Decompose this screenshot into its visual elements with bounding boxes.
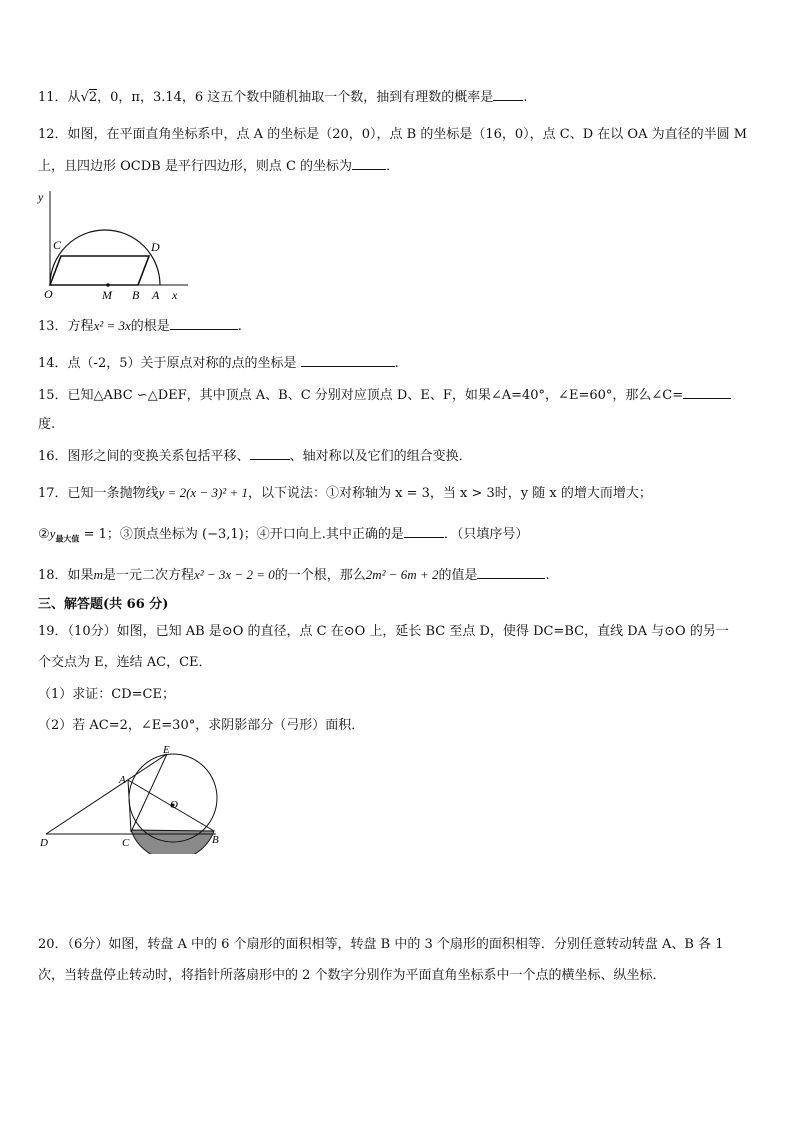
y-axis-label: y [38,190,44,204]
q18-text-2: 的一个根，那么 [274,568,366,583]
question-15-line2 [38,416,55,434]
q14-answer-blank[interactable] [301,354,395,367]
q12-answer-blank[interactable] [352,157,386,170]
q11-text: ，0，π，3.14，6 这五个数中随机抽取一个数，抽到有理数的概率是 [97,90,494,105]
question-17-line1 [38,484,652,503]
label-c: C [53,238,62,252]
q18-text-1: 是一元二次方程 [102,568,194,583]
q12-number: 12． [38,127,68,142]
q17-ymax-sub: 最大值 [55,533,80,544]
question-19-line2 [38,654,212,672]
question-20-line1 [38,936,723,954]
question-17-line2 [38,525,528,548]
semicircle [50,230,160,285]
q17-equation: y = 2(x − 3)² + 1 [158,485,248,500]
q13-number: 13． [38,319,68,334]
label-b: B [212,834,219,846]
q17-number: 17． [38,486,68,501]
question-18 [38,566,550,585]
question-15-line1 [38,386,731,405]
q13-answer-blank[interactable] [170,317,238,330]
circle-o [129,754,217,842]
q17-answer-blank[interactable] [404,525,444,538]
label-b: B [132,288,140,302]
q11-prefix: 从 [67,90,81,105]
label-d: D [151,240,160,254]
label-o: O [170,799,178,811]
q17-ymax: y [49,526,56,541]
label-c: C [122,837,130,849]
sqrt-radicand: 2 [88,90,98,105]
parallelogram-ocdb [50,256,149,285]
q12-text-2: 上，且四边形 OCDB 是平行四边形，则点 C 的坐标为 [38,159,353,174]
q17-prefix: 已知一条抛物线 [67,486,159,501]
label-a: A [152,288,160,302]
q15-text: 已知△ABC ∽△DEF，其中顶点 A、B、C 分别对应顶点 D、E、F，如果∠A=40°，∠E=60°，那么∠C= [67,388,684,403]
q17-end: ．（只填序号） [443,527,529,542]
label-e: E [163,744,170,756]
q18-number: 18． [38,568,68,583]
label-o: O [44,287,53,301]
q17-text-1: ，以下说法：①对称轴为 x = 3，当 x > 3时，y 随 x 的增大而增大； [247,486,652,501]
q20-text-1: （6分）如图，转盘 A 中的 6 个扇形的面积相等，转盘 B 中的 3 个扇形的面积相等．分别任意转动转盘 A、B 各 1 [67,937,724,952]
q15-unit: 度. [38,417,56,432]
q18-expression: 2m² − 6m + 2 [365,567,439,582]
label-a: A [119,774,126,786]
q11-number: 11． [38,90,68,105]
x-axis-label: x [172,288,178,302]
question-11 [38,88,527,107]
question-19-line1 [38,623,729,641]
q14-number: 14． [38,356,68,371]
q13-end: . [237,319,242,334]
q16-number: 16． [38,449,68,464]
q19-text-2: 个交点为 E，连结 AC，CE． [38,655,212,670]
q19-number: 19． [38,624,68,639]
q18-text-3: 的值是 [438,568,478,583]
q14-text: 点（-2，5）关于原点对称的点的坐标是 [67,356,297,371]
q20-number: 20． [38,937,68,952]
q18-prefix: 如果 [67,568,94,583]
q12-end: ． [386,159,400,174]
label-m: M [102,288,112,302]
q15-number: 15． [38,388,68,403]
q11-answer-blank[interactable] [493,88,523,101]
q16-text: 、轴对称以及它们的组合变换． [289,449,472,464]
q19-figure [36,742,226,854]
section-3-header: 三、解答题(共 66 分) [38,597,169,612]
q13-prefix: 方程 [67,319,94,334]
q14-end: . [394,356,399,371]
q16-prefix: 图形之间的变换关系包括平移、 [67,449,250,464]
question-19-part1: （1）求证：CD=CE； [38,687,175,702]
q18-equation: x² − 3x − 2 = 0 [193,567,275,582]
question-13 [38,317,242,336]
question-19-part2: （2）若 AC=2，∠E=30°，求阴影部分（弓形）面积． [38,718,365,733]
q13-equation: x² = 3x [93,318,131,333]
q12-text-1: 如图，在平面直角坐标系中，点 A 的坐标是（20，0），点 B 的坐标是（16，0），点 C、D 在以 OA 为直径的半圆 M [67,127,748,142]
q11-end: . [523,90,528,105]
sqrt-symbol: √2 [80,90,98,105]
point-m [106,283,110,287]
q13-text: 的根是 [130,319,170,334]
label-d: D [40,837,48,849]
q18-m: m [93,567,103,582]
question-20-line2 [38,967,666,985]
q19-text-1: （10分）如图，已知 AB 是⊙O 的直径，点 C 在⊙O 上，延长 BC 至点 D，使得 DC=BC，直线 DA 与⊙O 的另一 [67,624,729,639]
question-12-line2 [38,157,399,176]
q15-answer-blank[interactable] [683,386,731,399]
q20-text-2: 次，当转盘停止转动时，将指针所落扇形中的 2 个数字分别作为平面直角坐标系中一个点的横坐标、纵坐标． [38,968,666,983]
question-16 [38,447,472,466]
question-12-line1 [38,126,747,144]
q18-answer-blank[interactable] [477,566,545,579]
q16-answer-blank[interactable] [250,447,290,460]
q17-item2-marker: ② [38,527,50,542]
q17-text-2: = 1；③顶点坐标为 (−3,1)；④开口向上.其中正确的是 [79,527,404,542]
question-14 [38,354,399,373]
q12-figure [30,185,200,305]
q18-end: . [545,568,550,583]
